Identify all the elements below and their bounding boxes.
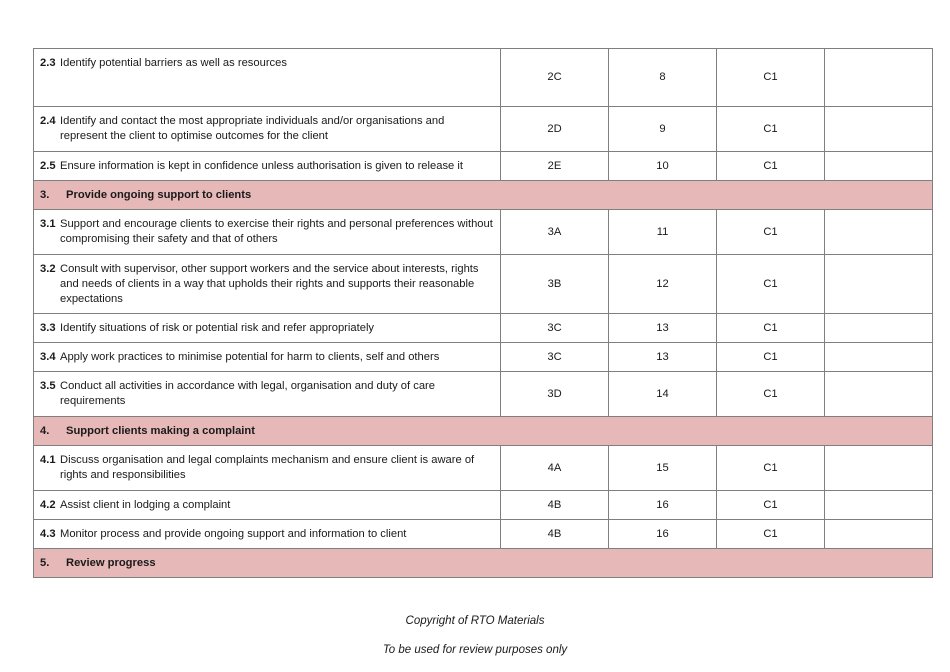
criteria-text: Conduct all activities in accordance with legal, organisation and duty of care requirements	[60, 380, 435, 407]
criteria-number: 4.3	[40, 527, 56, 540]
criteria-text: Discuss organisation and legal complaints mechanism and ensure client is aware of rights and responsibilities	[60, 454, 475, 481]
task-ref-cell: 4A	[501, 446, 609, 491]
task-ref-cell: 2E	[501, 152, 609, 181]
table-row	[34, 314, 933, 343]
assessment-ref-cell: C1	[717, 152, 825, 181]
table-row	[34, 49, 933, 107]
review-notice: To be used for review purposes only	[382, 644, 568, 656]
section-heading	[34, 181, 933, 210]
criteria-text: Support and encourage clients to exercise their rights and personal preferences without compromising their safety and that of others	[60, 218, 493, 245]
criteria-cell	[34, 446, 501, 491]
criteria-number: 2.3	[40, 57, 56, 69]
table-row	[34, 491, 933, 520]
blank-cell	[825, 372, 933, 417]
criteria-cell	[34, 491, 501, 520]
task-ref-cell: 3A	[501, 210, 609, 255]
criteria-cell	[34, 343, 501, 372]
table-row	[34, 255, 933, 314]
blank-cell	[825, 314, 933, 343]
task-ref-cell: 4B	[501, 491, 609, 520]
criteria-number: 3.5	[40, 380, 56, 392]
blank-cell	[825, 49, 933, 107]
criteria-cell	[34, 314, 501, 343]
assessment-ref-cell: C1	[717, 314, 825, 343]
criteria-text: Identify potential barriers as well as resources	[60, 57, 287, 69]
blank-cell	[825, 446, 933, 491]
assessment-ref-cell: C1	[717, 491, 825, 520]
table-row	[34, 446, 933, 491]
question-ref-cell: 9	[609, 107, 717, 152]
criteria-text: Identify and contact the most appropriate individuals and/or organisations and represent the client to optimise outcomes for the client	[60, 115, 445, 142]
blank-cell	[825, 343, 933, 372]
criteria-text: Identify situations of risk or potential risk and refer appropriately	[60, 321, 375, 334]
question-ref-cell: 15	[609, 446, 717, 491]
task-ref-cell: 2D	[501, 107, 609, 152]
criteria-number: 4.2	[40, 498, 56, 511]
question-ref-cell: 13	[609, 314, 717, 343]
criteria-cell	[34, 152, 501, 181]
assessment-ref-cell: C1	[717, 343, 825, 372]
criteria-cell	[34, 107, 501, 152]
blank-cell	[825, 152, 933, 181]
assessment-ref-cell: C1	[717, 210, 825, 255]
table-row	[34, 152, 933, 181]
criteria-number: 3.4	[40, 350, 56, 363]
criteria-number: 3.1	[40, 218, 56, 230]
section-row	[34, 549, 933, 578]
mapping-table	[33, 48, 933, 578]
criteria-number: 2.4	[40, 115, 56, 127]
question-ref-cell: 16	[609, 520, 717, 549]
blank-cell	[825, 210, 933, 255]
section-number: 5.	[40, 556, 50, 569]
question-ref-cell: 12	[609, 255, 717, 314]
assessment-ref-cell: C1	[717, 49, 825, 107]
criteria-cell	[34, 255, 501, 314]
assessment-ref-cell: C1	[717, 446, 825, 491]
section-heading	[34, 549, 933, 578]
table-row	[34, 372, 933, 417]
section-number: 3.	[40, 188, 50, 201]
question-ref-cell: 14	[609, 372, 717, 417]
task-ref-cell: 3C	[501, 314, 609, 343]
question-ref-cell: 8	[609, 49, 717, 107]
task-ref-cell: 3B	[501, 255, 609, 314]
criteria-cell	[34, 49, 501, 107]
criteria-cell	[34, 372, 501, 417]
assessment-ref-cell: C1	[717, 520, 825, 549]
criteria-text: Assist client in lodging a complaint	[60, 498, 231, 511]
criteria-number: 3.2	[40, 262, 56, 275]
table-row	[34, 210, 933, 255]
question-ref-cell: 13	[609, 343, 717, 372]
section-heading	[34, 417, 933, 446]
criteria-cell	[34, 520, 501, 549]
table-row	[34, 343, 933, 372]
task-ref-cell: 2C	[501, 49, 609, 107]
task-ref-cell: 3D	[501, 372, 609, 417]
section-title: Support clients making a complaint	[66, 424, 255, 437]
criteria-text: Ensure information is kept in confidence unless authorisation is given to release it	[60, 159, 463, 172]
criteria-text: Consult with supervisor, other support workers and the service about interests, rights and needs of clients in a way that upholds their rights and supports their reasonable expectations	[60, 262, 479, 305]
table-row	[34, 107, 933, 152]
section-number: 4.	[40, 424, 50, 437]
blank-cell	[825, 491, 933, 520]
criteria-number: 4.1	[40, 454, 56, 466]
copyright-text: Copyright of RTO Materials	[405, 615, 545, 627]
table-row	[34, 520, 933, 549]
question-ref-cell: 11	[609, 210, 717, 255]
criteria-number: 2.5	[40, 159, 56, 172]
blank-cell	[825, 520, 933, 549]
question-ref-cell: 10	[609, 152, 717, 181]
section-row	[34, 181, 933, 210]
criteria-number: 3.3	[40, 321, 56, 334]
criteria-cell	[34, 210, 501, 255]
question-ref-cell: 16	[609, 491, 717, 520]
task-ref-cell: 3C	[501, 343, 609, 372]
assessment-ref-cell: C1	[717, 255, 825, 314]
assessment-ref-cell: C1	[717, 372, 825, 417]
criteria-text: Apply work practices to minimise potential for harm to clients, self and others	[60, 350, 440, 363]
blank-cell	[825, 107, 933, 152]
section-row	[34, 417, 933, 446]
section-title: Review progress	[66, 556, 156, 569]
criteria-text: Monitor process and provide ongoing support and information to client	[60, 527, 407, 540]
section-title: Provide ongoing support to clients	[66, 188, 252, 201]
blank-cell	[825, 255, 933, 314]
task-ref-cell: 4B	[501, 520, 609, 549]
assessment-ref-cell: C1	[717, 107, 825, 152]
